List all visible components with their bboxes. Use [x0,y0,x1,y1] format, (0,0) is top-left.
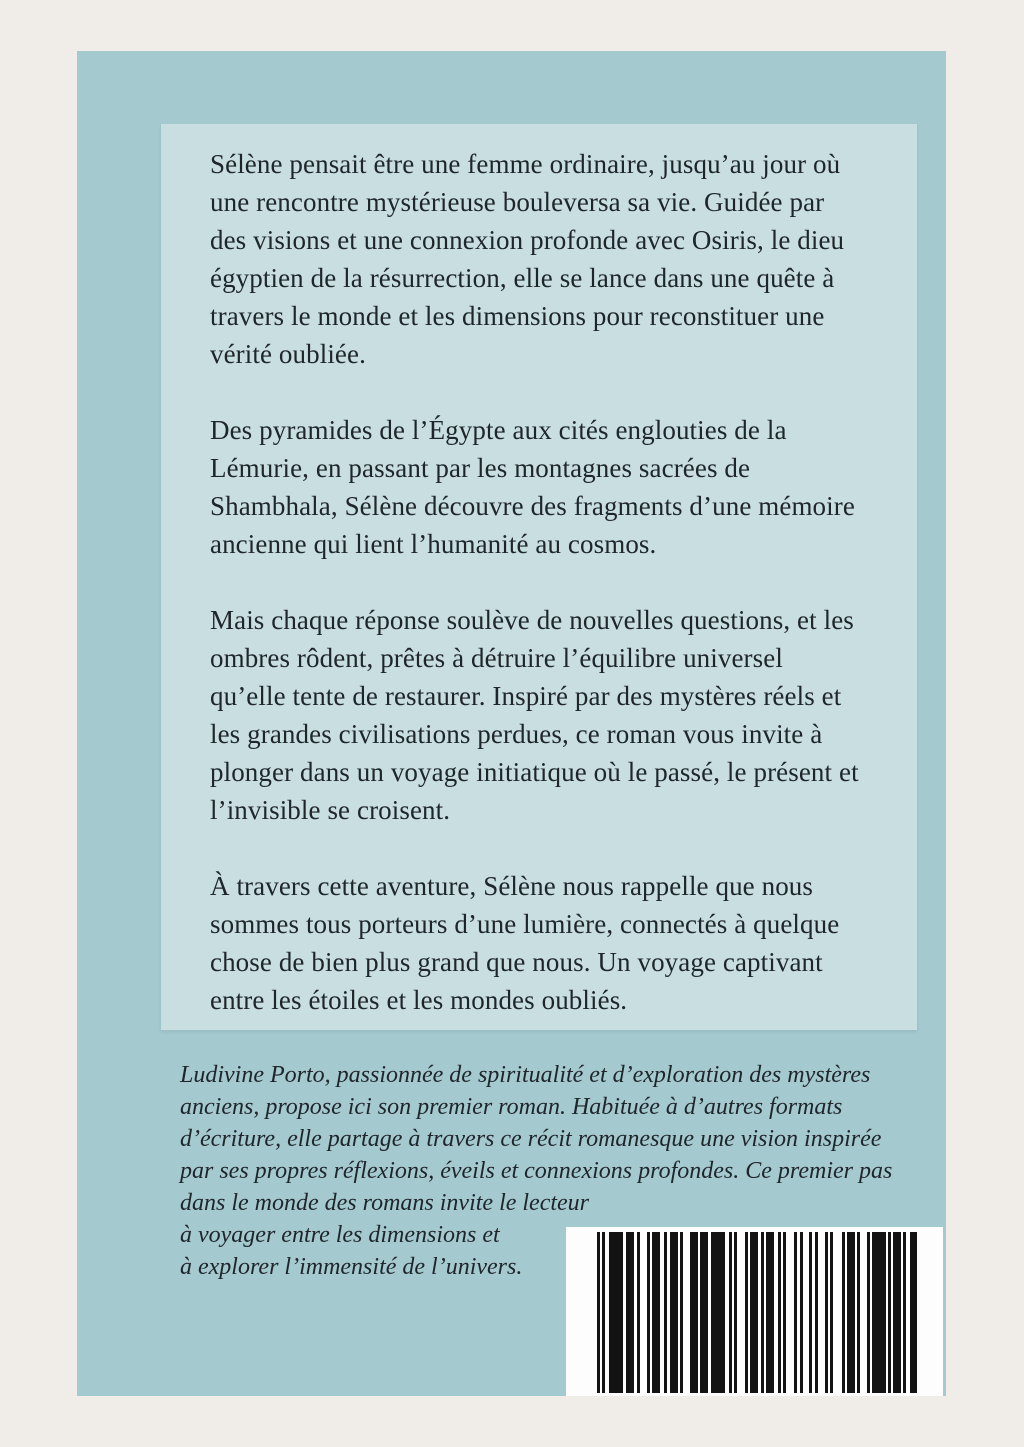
barcode-bar [783,1232,786,1393]
barcode-bar [680,1232,683,1393]
barcode [566,1227,943,1396]
barcode-bar [766,1232,774,1393]
barcode-bar [745,1232,748,1393]
synopsis-paragraph: Sélène pensait être une femme ordinaire, jusqu’au jour où une rencontre mystérieuse bouleversa sa vie. Guidée par des visions et une connexion profonde avec Osiris, le dieu égyptien de la résurrection, elle se lance dans une quête à travers le monde et les dimensions pour reconstituer une vérité oubliée. [210,149,845,369]
author-bio-wrap-line: à voyager entre les dimensions et [180,1222,500,1248]
barcode-bar [647,1232,650,1393]
barcode-bar [847,1232,855,1393]
synopsis-paragraph: Des pyramides de l’Égypte aux cités englouties de la Lémurie, en passant par les montagnes sacrées de Shambhala, Sélène découvre des fragments d’une mémoire ancienne qui lient l’humanité au cosmos. [210,415,855,559]
barcode-bar [815,1232,818,1393]
barcode-bar [711,1232,725,1393]
barcode-bar [910,1232,917,1393]
author-bio-text: Ludivine Porto, passionnée de spiritualité et d’exploration des mystères anciens, propose ici son premier roman. Habituée à d’autres formats d’écriture, elle partage à travers ce récit romanesque une vision inspirée par ses propres réflexions, éveils et connexions profondes. Ce premier pas dans le monde des romans invite le lecteur [180,1062,893,1216]
barcode-bar [602,1232,605,1393]
barcode-bar [778,1232,781,1393]
book-back-cover [77,51,946,1396]
barcode-bar [729,1232,732,1393]
barcode-bar [664,1232,667,1393]
barcode-bar [825,1232,828,1393]
barcode-bar [626,1232,634,1393]
barcode-bar [893,1232,901,1393]
barcode-bar [867,1232,870,1393]
barcode-bar [700,1232,708,1393]
barcode-bar [857,1232,860,1393]
synopsis-paragraph: À travers cette aventure, Sélène nous rappelle que nous sommes tous porteurs d’une lumière, connectés à quelque chose de bien plus grand que nous. Un voyage captivant entre les étoiles et les mondes oubliés. [210,871,840,1015]
barcode-bar [872,1232,886,1393]
barcode-bar [809,1232,812,1393]
barcode-bar [800,1232,803,1393]
barcode-bar [637,1232,640,1393]
barcode-icon [597,1232,917,1393]
barcode-bar [830,1232,833,1393]
barcode-bar [734,1232,737,1393]
barcode-bar [750,1232,758,1393]
barcode-bar [794,1232,797,1393]
synopsis-panel [161,124,917,1030]
barcode-bar [761,1232,764,1393]
barcode-bar [842,1232,845,1393]
barcode-bar [597,1232,600,1393]
author-bio-wrap-line: à explorer l’immensité de l’univers. [180,1254,523,1280]
synopsis-paragraph: Mais chaque réponse soulève de nouvelles questions, et les ombres rôdent, prêtes à détruire l’équilibre universel qu’elle tente de restaurer. Inspiré par des mystères réels et les grandes civilisations perdues, ce roman vous invite à plonger dans un voyage initiatique où le passé, le présent et l’invisible se croisent. [210,605,859,825]
barcode-bar [670,1232,678,1393]
barcode-bar [609,1232,623,1393]
barcode-bar [652,1232,660,1393]
barcode-bar [690,1232,698,1393]
barcode-bar [903,1232,906,1393]
barcode-bar [888,1232,891,1393]
